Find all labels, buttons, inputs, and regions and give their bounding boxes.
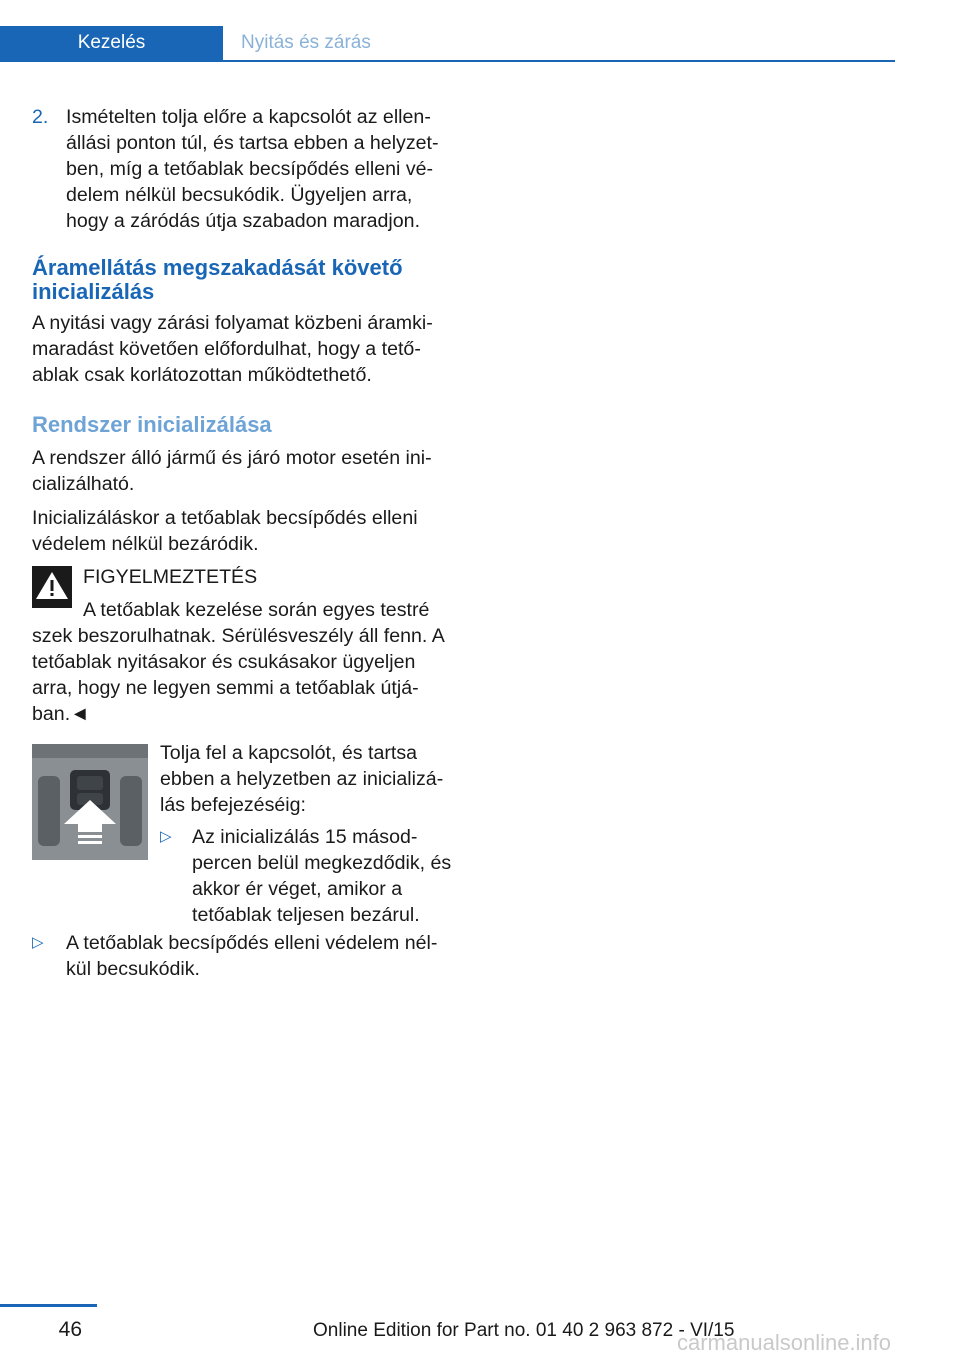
system-init-para-1: A rendszer álló jármű és járó motor esetén inicializálható. [32, 447, 432, 495]
step-text: Ismételten tolja előre a kapcsolót az ellenállási ponton túl, és tartsa ebben a helyzetben, míg a tetőablak becsípődés elleni védelem nélkül becsukódik. Ügyeljen arra, hogy a záródás útja szabadon maradjon. [66, 106, 439, 232]
system-init-para-2: Inicializáláskor a tetőablak becsípődés elleni védelem nélkül bezáródik. [32, 507, 418, 555]
system-init-body [32, 445, 452, 557]
tab-section[interactable]: Nyitás és zárás [241, 32, 371, 53]
warning-body [32, 597, 452, 727]
warning-title: FIGYELMEZTETÉS [83, 566, 258, 588]
bullet-text-1: Az inicializálás 15 másodpercen belül megkezdődik, és akkor ér véget, amikor a tetőablak teljesen bezárul. [192, 826, 452, 926]
triangle-right-icon: ▷ [32, 934, 44, 951]
heading-power-interruption: Áramellátás megszakadását követő inicializálás [32, 255, 403, 304]
power-interruption-text: A nyitási vagy zárási folyamat közbeni áramkimaradást követően előfordulhat, hogy a tetőablak csak korlátozottan működtethető. [32, 312, 433, 386]
roof-switch-photo [32, 744, 148, 860]
tab-kezeles[interactable]: Kezelés [0, 26, 223, 60]
header-divider [0, 60, 895, 62]
page-header [0, 26, 895, 62]
footer-divider [0, 1304, 97, 1307]
bullet-item-2 [32, 930, 452, 982]
watermark: carmanualsonline.info [677, 1330, 892, 1355]
warning-text: szek beszorulhatnak. Sérülésveszély áll fenn. A tetőablak nyitásakor és csukásakor ügyeljen arra, hogy ne legyen semmi a tetőablak útjában.◄ [32, 625, 444, 725]
bullet-item-1 [160, 824, 452, 928]
triangle-right-icon: ▷ [160, 828, 172, 845]
warning-first-line: A tetőablak kezelése során egyes testré [83, 599, 430, 621]
page-number: 46 [58, 1318, 82, 1341]
edition-note: Online Edition for Part no. 01 40 2 963 872 - VI/15 [313, 1320, 735, 1341]
step-number: 2. [32, 106, 49, 128]
bullet-text-2: A tetőablak becsípődés elleni védelem nélkül becsukódik. [66, 932, 438, 980]
step-2 [32, 104, 452, 234]
power-interruption-body [32, 310, 452, 388]
instruction-block [160, 740, 452, 818]
instruction-text: Tolja fel a kapcsolót, és tartsa ebben a helyzetben az inicializálás befejezéséig: [160, 742, 444, 816]
heading-system-init: Rendszer inicializálása [32, 412, 272, 437]
